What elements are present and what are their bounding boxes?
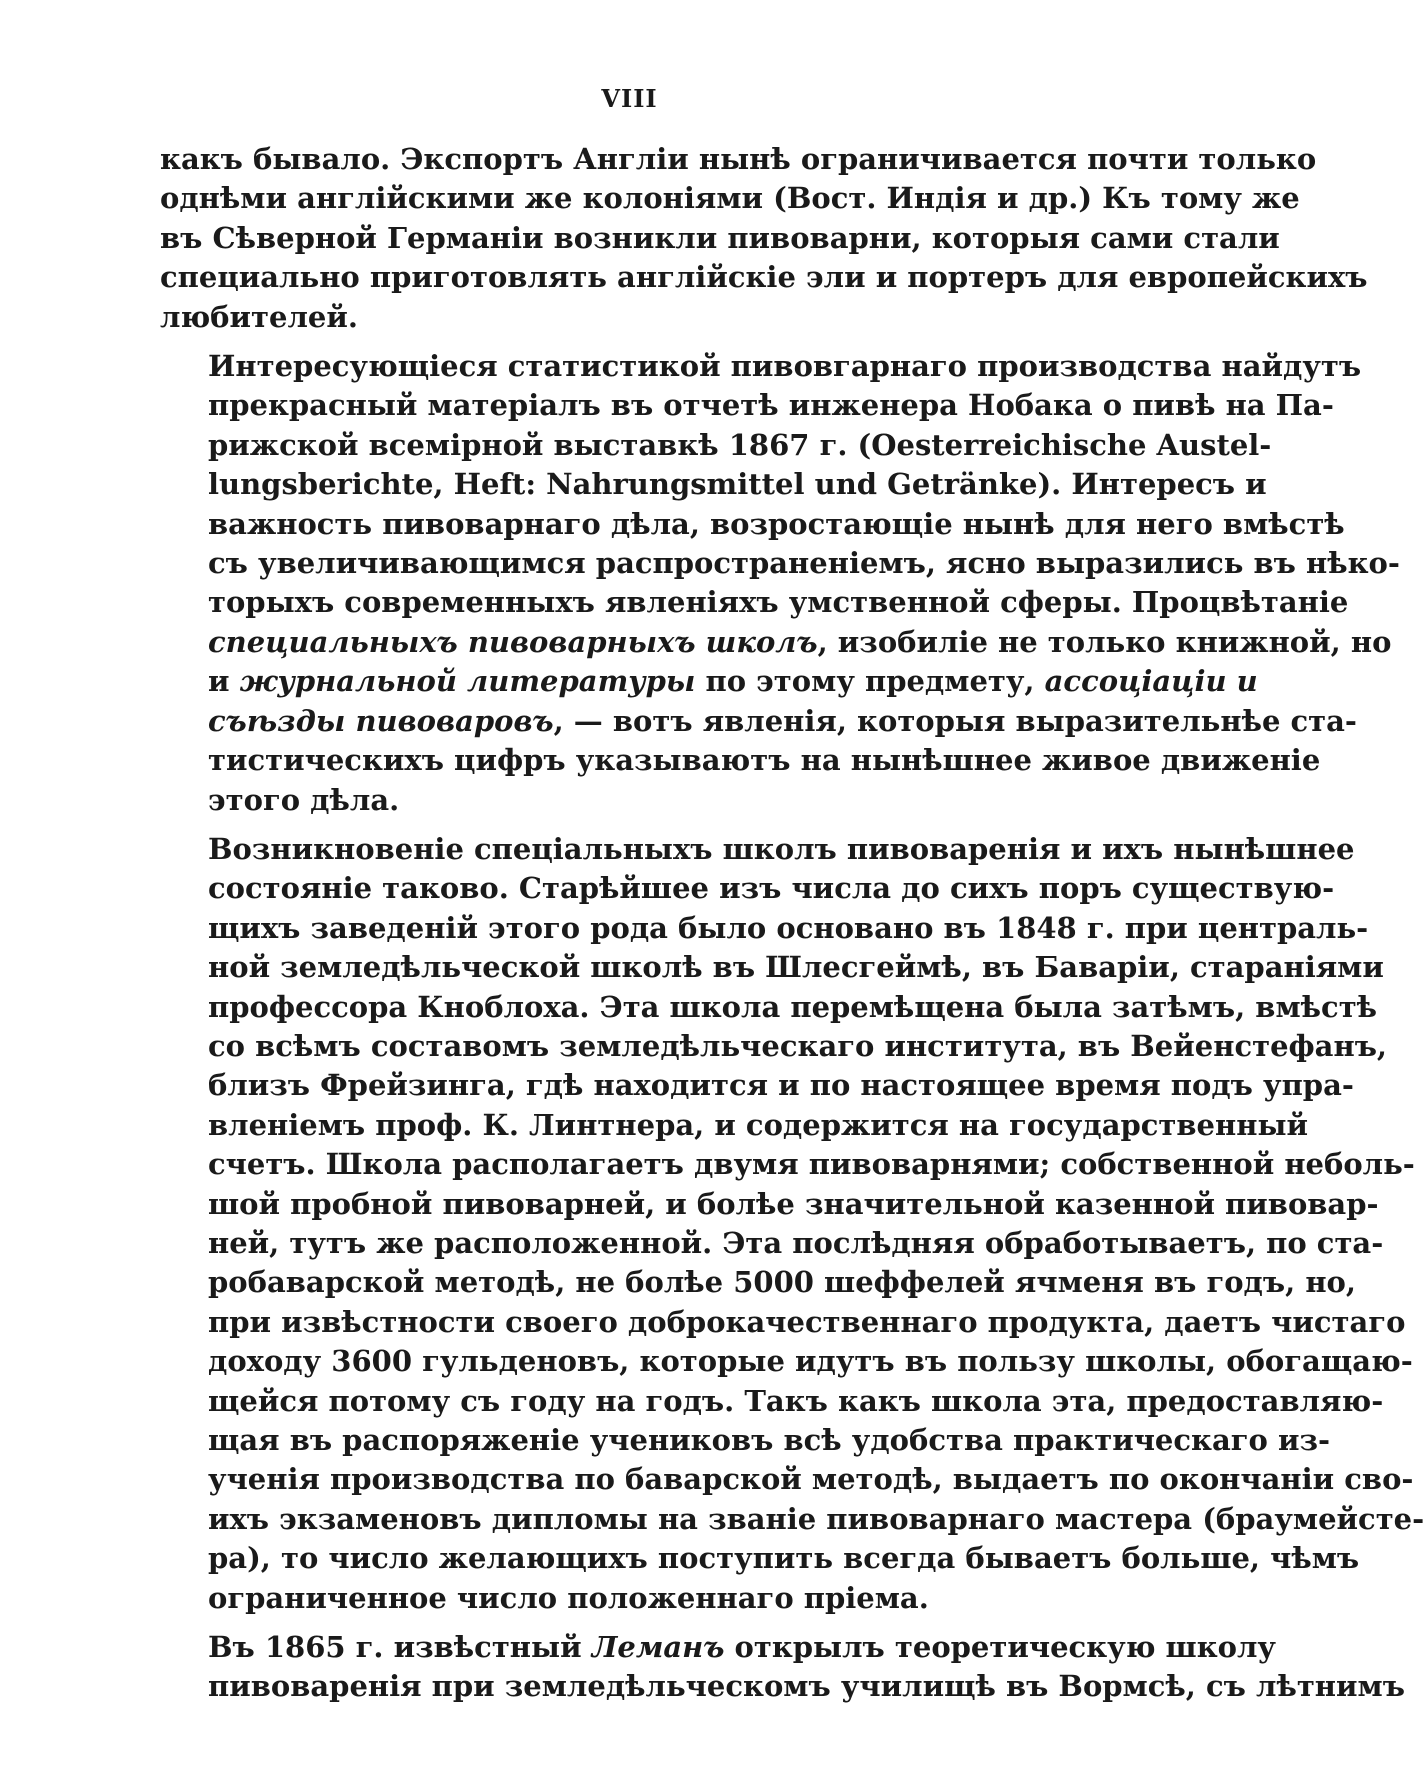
text-line: щейся потому съ году на годъ. Такъ какъ школа эта, предоставляю- xyxy=(208,1383,1384,1418)
text-line: ной земледѣльческой школѣ въ Шлесгеймѣ, въ Баваріи, стараніями xyxy=(208,950,1384,985)
text-line: состояніе таково. Старѣйшее изъ числа до сихъ поръ существую- xyxy=(208,871,1335,906)
text-line: однѣми англійскими же колоніями (Вост. Индія и др.) Къ тому же xyxy=(160,181,1300,216)
text-line: и журнальной литературы по этому предмету, ассоціаціи и xyxy=(208,664,1258,699)
text-line: робаварской методѣ, не болѣе 5000 шеффелей ячменя въ годъ, но, xyxy=(208,1265,1356,1300)
text-line: вленіемъ проф. К. Линтнера, и содержится на государственный xyxy=(208,1107,1309,1142)
text-line: щихъ заведеній этого рода было основано въ 1848 г. при централь- xyxy=(208,910,1369,945)
text-line: со всѣмъ составомъ земледѣльческаго института, въ Вейенстефанъ, xyxy=(208,1028,1388,1063)
text-line: важность пивоварнаго дѣла, возростающіе нынѣ для него вмѣстѣ xyxy=(208,506,1345,541)
text-line: пивоваренія при земледѣльческомъ училищѣ въ Вормсѣ, съ лѣтнимъ xyxy=(208,1669,1405,1704)
paragraph xyxy=(160,140,1368,337)
text-line: шой пробной пивоварней, и болѣе значительной казенной пивовар- xyxy=(208,1186,1379,1221)
paragraph xyxy=(160,347,1400,820)
text-line: щая въ распоряженіе учениковъ всѣ удобства практическаго из- xyxy=(208,1423,1331,1457)
text-line: въ Сѣверной Германіи возникли пивоварни, которыя сами стали xyxy=(160,220,1280,255)
paragraph xyxy=(160,1628,1405,1707)
text-line: прекрасный матеріалъ въ отчетѣ инженера Нобака о пивѣ на Па- xyxy=(208,388,1334,423)
text-line: специальныхъ пивоварныхъ школъ, изобиліе не только книжной, но xyxy=(208,624,1392,659)
text-line: близъ Фрейзинга, гдѣ находится и по настоящее время подъ упра- xyxy=(208,1068,1354,1103)
text-line: lungsberichte, Heft: Nahrungsmittel und Getränke). Интересъ и xyxy=(208,467,1267,502)
text-line: специально приготовлять англійскіе эли и портеръ для европейскихъ xyxy=(160,260,1368,295)
page-number: VIII xyxy=(601,84,658,113)
text-line: съѣзды пивоваровъ, — вотъ явленія, которыя выразительнѣе ста- xyxy=(208,703,1357,738)
text-line: Интересующіеся статистикой пивовгарнаго производства найдутъ xyxy=(208,349,1362,384)
text-line: этого дѣла. xyxy=(208,782,400,817)
text-line: съ увеличивающимся распространеніемъ, ясно выразились въ нѣко- xyxy=(208,546,1400,581)
paragraph xyxy=(160,830,1424,1618)
text-line: счетъ. Школа располагаетъ двумя пивоварнями; собственной неболь- xyxy=(208,1147,1415,1182)
text-line: торыхъ современныхъ явленіяхъ умственной сферы. Процвѣтаніе xyxy=(208,585,1349,620)
text-line: Возникновеніе спеціальныхъ школъ пивоваренія и ихъ нынѣшнее xyxy=(208,831,1355,866)
text-line: любителей. xyxy=(160,299,358,334)
text-line: Въ 1865 г. извѣстный Леманъ открылъ теоретическую школу xyxy=(208,1630,1277,1665)
text-line: какъ бывало. Экспортъ Англіи нынѣ ограничивается почти только xyxy=(160,142,1317,176)
text-line: ихъ экзаменовъ дипломы на званіе пивоварнаго мастера (браумейсте- xyxy=(208,1501,1424,1536)
text-line: доходу 3600 гульденовъ, которые идутъ въ пользу школы, обогащаю- xyxy=(208,1344,1413,1379)
text-line: профессора Кноблоха. Эта школа перемѣщена была затѣмъ, вмѣстѣ xyxy=(208,989,1378,1024)
text-line: ограниченное число положеннаго пріема. xyxy=(208,1580,929,1615)
text-line: рижской всемірной выставкѣ 1867 г. (Oesterreichische Austel- xyxy=(208,427,1272,462)
body-text xyxy=(160,140,1424,1717)
text-line: ученія производства по баварской методѣ, выдаетъ по окончаніи сво- xyxy=(208,1462,1414,1497)
text-line: ра), то число желающихъ поступить всегда бываетъ больше, чѣмъ xyxy=(208,1541,1360,1576)
text-line: при извѣстности своего доброкачественнаго продукта, даетъ чистаго xyxy=(208,1304,1406,1339)
text-line: тистическихъ цифръ указываютъ на нынѣшнее живое движеніе xyxy=(208,743,1321,778)
text-line: ней, тутъ же расположенной. Эта послѣдняя обработываетъ, по ста- xyxy=(208,1225,1384,1260)
